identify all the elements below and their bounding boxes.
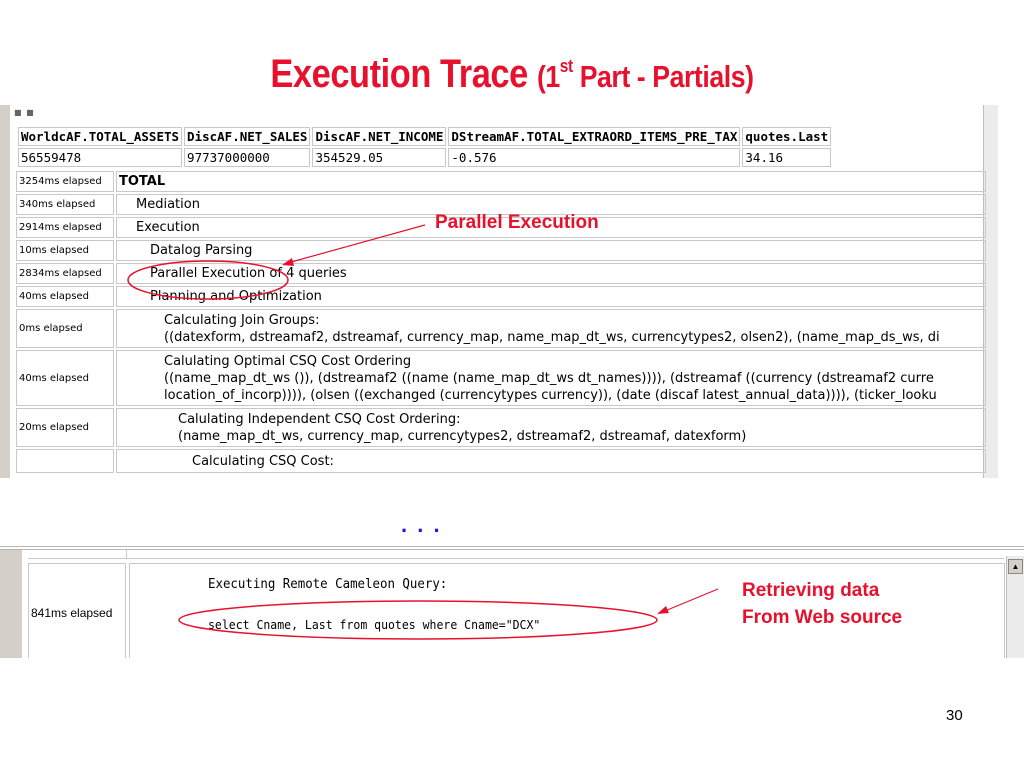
elapsed-time: 841ms elapsed xyxy=(28,563,126,658)
elapsed-time: 340ms elapsed xyxy=(16,194,114,215)
page-number: 30 xyxy=(946,707,963,724)
elapsed-time: 40ms elapsed xyxy=(16,286,114,307)
remote-query-text: select Cname, Last from quotes where Cname="DCX" xyxy=(208,617,541,632)
result-cell: 56559478 xyxy=(18,148,182,167)
query-result-table xyxy=(16,125,833,169)
column-header: WorldcAF.TOTAL_ASSETS xyxy=(18,127,182,146)
trace-row xyxy=(16,309,986,348)
result-cell: 354529.05 xyxy=(312,148,446,167)
query-result-header-row xyxy=(18,127,831,146)
elapsed-time: 2914ms elapsed xyxy=(16,217,114,238)
slide-title xyxy=(72,52,953,97)
step-detail: location_of_incorp)))), (olsen ((exchanged (currencytypes currency)), (date (discaf latest_annual_data)))), (ticker_looku xyxy=(164,387,937,403)
step-label: Parallel Execution of 4 queries xyxy=(150,266,347,281)
column-header: DiscAF.NET_INCOME xyxy=(312,127,446,146)
title-subtitle: (1st Part - Partials) xyxy=(536,56,754,94)
step-label: Calculating CSQ Cost: xyxy=(192,453,334,469)
elapsed-time: 40ms elapsed xyxy=(16,350,114,406)
step-label: Calulating Optimal CSQ Cost Ordering xyxy=(164,353,412,369)
step-label: Execution xyxy=(136,220,200,235)
column-header: DStreamAF.TOTAL_EXTRAORD_ITEMS_PRE_TAX xyxy=(448,127,740,146)
step-cell xyxy=(116,286,986,307)
step-label: Calulating Independent CSQ Cost Ordering: xyxy=(178,411,461,427)
step-label: TOTAL xyxy=(119,174,166,189)
step-cell xyxy=(116,408,986,447)
step-cell xyxy=(116,171,986,192)
column-header: DiscAF.NET_SALES xyxy=(184,127,310,146)
vertical-scrollbar[interactable] xyxy=(1006,556,1024,658)
toolbar-icons: ■ ■ xyxy=(14,108,35,117)
annotation-line: Retrieving data xyxy=(742,580,880,601)
previous-row-edge xyxy=(28,550,1004,559)
annotation-retrieving-data xyxy=(742,577,902,631)
omission-ellipsis: . . . xyxy=(401,512,442,537)
query-result-row xyxy=(18,148,831,167)
step-cell xyxy=(116,263,986,284)
column-header: quotes.Last xyxy=(742,127,831,146)
elapsed-time: 10ms elapsed xyxy=(16,240,114,261)
result-cell: 97737000000 xyxy=(184,148,310,167)
trace-row xyxy=(16,408,986,447)
step-detail: (name_map_dt_ws, currency_map, currencytypes2, dstreamaf2, dstreamaf, datexform) xyxy=(178,428,747,444)
step-label: Planning and Optimization xyxy=(150,289,322,304)
trace-row xyxy=(16,263,986,284)
trace-row xyxy=(16,350,986,406)
trace-row xyxy=(16,286,986,307)
step-label: Calculating Join Groups: xyxy=(164,312,320,328)
elapsed-time: 20ms elapsed xyxy=(16,408,114,447)
trace-row xyxy=(16,171,986,192)
elapsed-time: 2834ms elapsed xyxy=(16,263,114,284)
step-cell xyxy=(116,449,986,473)
step-cell xyxy=(116,309,986,348)
annotation-parallel-execution: Parallel Execution xyxy=(435,212,599,233)
left-gutter xyxy=(0,550,22,658)
title-main: Execution Trace xyxy=(270,52,528,96)
trace-row xyxy=(16,240,986,261)
trace-row xyxy=(16,449,986,473)
step-label: Mediation xyxy=(136,197,200,212)
result-cell: 34.16 xyxy=(742,148,831,167)
step-cell xyxy=(116,240,986,261)
elapsed-time: 0ms elapsed xyxy=(16,309,114,348)
annotation-line: From Web source xyxy=(742,607,903,628)
scroll-up-arrow-icon[interactable]: ▲ xyxy=(1008,559,1023,574)
step-cell xyxy=(116,350,986,406)
step-label: Datalog Parsing xyxy=(150,243,253,258)
result-cell: -0.576 xyxy=(448,148,740,167)
step-detail: ((name_map_dt_ws ()), (dstreamaf2 ((name (name_map_dt_ws dt_names)))), (dstreamaf ((currency (dstreamaf2 curre xyxy=(164,370,934,386)
step-detail: ((datexform, dstreamaf2, dstreamaf, currency_map, name_map_dt_ws, currencytypes2, olsen2), (name_map_ds_ws, di xyxy=(164,329,940,345)
elapsed-time xyxy=(16,449,114,473)
elapsed-time: 3254ms elapsed xyxy=(16,171,114,192)
remote-query-heading: Executing Remote Cameleon Query: xyxy=(208,576,448,592)
